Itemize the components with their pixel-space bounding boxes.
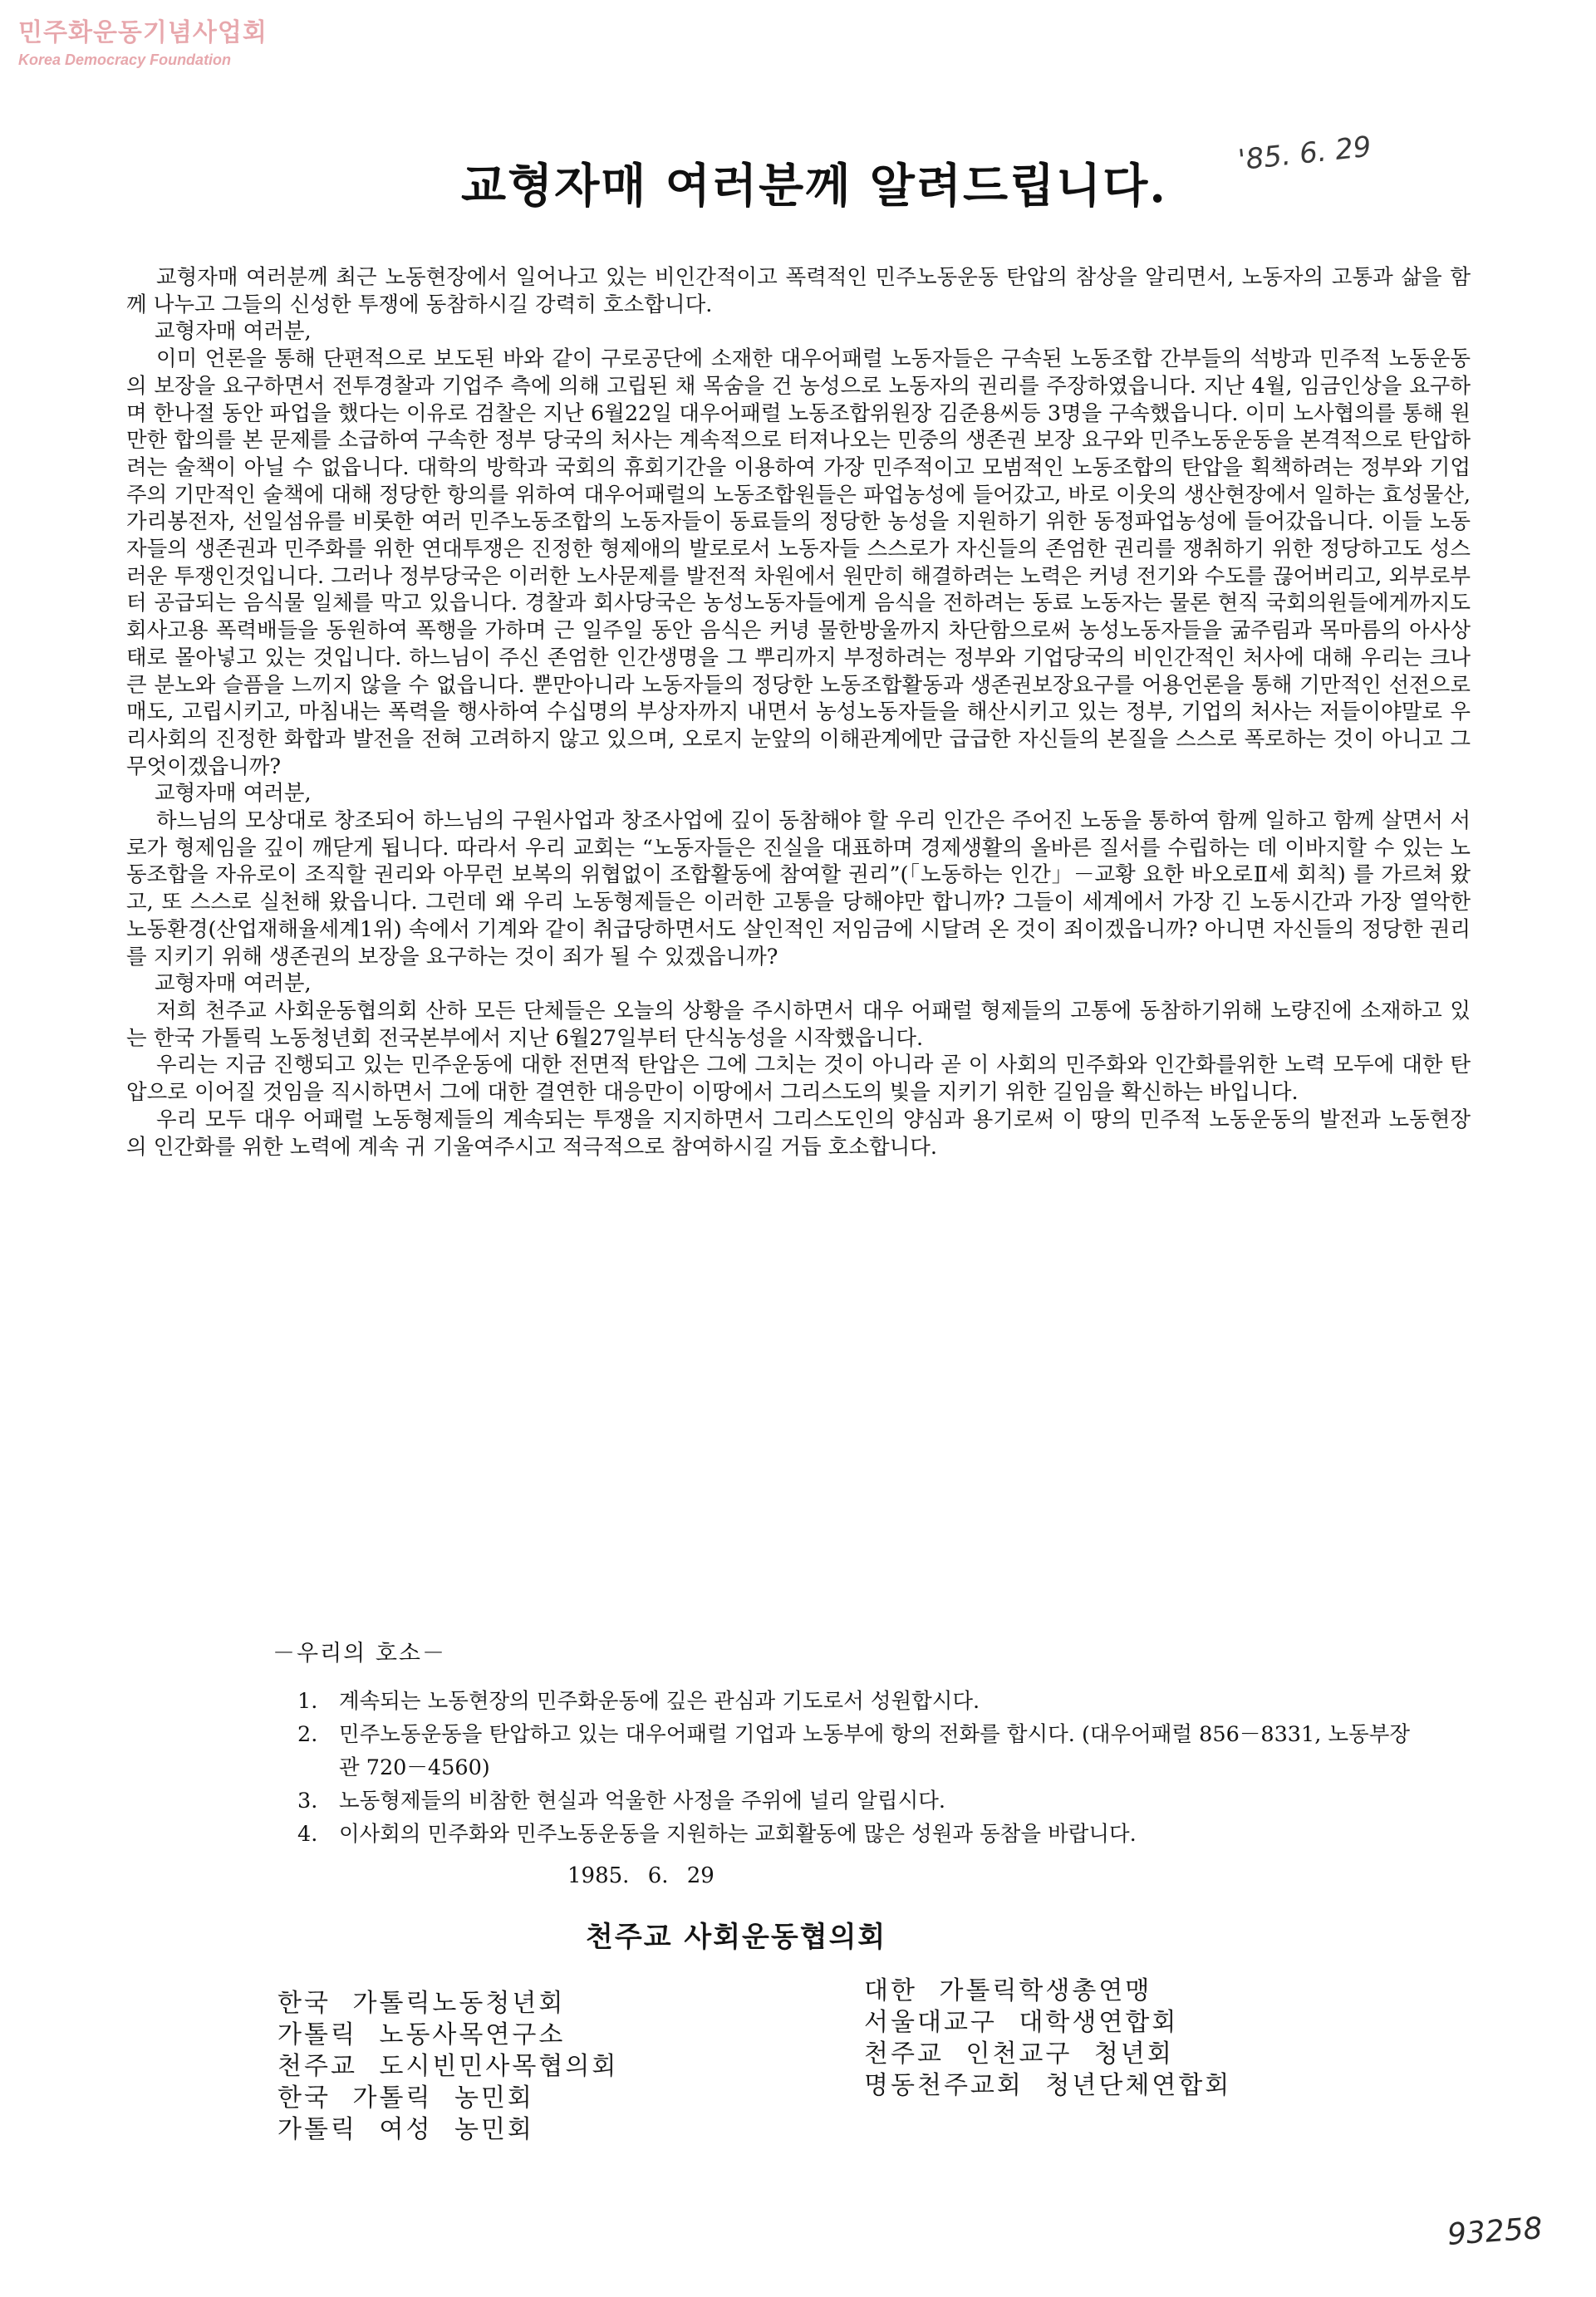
appeal-item-number: 4.	[297, 1822, 318, 1847]
appeal-item-text: 민주노동운동을 탄압하고 있는 대우어패럴 기업과 노동부에 항의 전화를 합시다. (대우어패럴 856－8331, 노동부장관 720－4560)	[339, 1722, 1410, 1780]
paragraph: 하느님의 모상대로 창조되어 하느님의 구원사업과 창조사업에 깊이 동참해야 할 우리 인간은 주어진 노동을 통하여 함께 일하고 함께 살면서 서로가 형제임을 깊이 깨닫게 됩니다. 따라서 우리 교회는 “노동자들은 진실을 대표하며 경제생활의 올바른 질서를 수립하는 데 이바지할 수 있는 노동조합을 자유로이 조직할 권리와 아무런 보복의 위협없이 조합활동에 참여할 권리”(「노동하는 인간」－교황 요한 바오로Ⅱ세 회칙) 를 가르쳐 왔고, 또 스스로 실천해 왔읍니다. 그런데 왜 우리 노동형제들은 이러한 고통을 당해야만 합니까? 그들이 세계에서 가장 긴 노동시간과 가장 열악한 노동환경(산업재해율세계1위) 속에서 기계와 같이 취급당하면서도 살인적인 저임금에 시달려 온 것이 죄이겠읍니까? 아니면 자신들의 정당한 권리를 지키기 위해 생존권의 보장을 요구하는 것이 죄가 될 수 있겠읍니까?	[126, 808, 1471, 969]
appeal-heading: －우리의 호소－	[273, 1641, 446, 1666]
appeal-item-number: 3.	[297, 1789, 318, 1814]
letter-body	[126, 264, 1471, 1161]
appeal-item	[297, 1784, 1411, 1818]
appeal-item-text: 계속되는 노동현장의 민주화운동에 깊은 관심과 기도로서 성원합시다.	[339, 1689, 980, 1714]
appeal-item	[297, 1718, 1411, 1784]
foundation-logo-english: Korea Democracy Foundation	[18, 52, 232, 68]
appeal-item	[297, 1818, 1411, 1851]
archive-number: 93258	[1446, 2211, 1544, 2252]
salutation: 교형자매 여러분,	[155, 971, 312, 997]
issuing-organization: 천주교 사회운동협의회	[586, 1921, 887, 1954]
paragraph: 교형자매 여러분께 최근 노동현장에서 일어나고 있는 비인간적이고 폭력적인 민주노동운동 탄압의 참상을 알리면서, 노동자의 고통과 삶을 함께 나누고 그들의 신성한 투쟁에 동참하시길 강력히 호소합니다.	[126, 265, 1471, 317]
member-org: 천주교 인천교구 청년회	[864, 2039, 1174, 2069]
member-orgs-left	[277, 1988, 618, 2146]
appeal-item-text: 노동형제들의 비참한 현실과 억울한 사정을 주위에 널리 알립시다.	[339, 1789, 945, 1814]
handwritten-date-note: '85. 6. 29	[1236, 130, 1373, 178]
appeal-item-number: 2.	[297, 1722, 318, 1747]
member-org: 한국 가톨릭 농민회	[277, 2083, 534, 2113]
member-org: 가톨릭 노동사목연구소	[277, 2020, 566, 2049]
salutation: 교형자매 여러분,	[155, 781, 312, 807]
paragraph: 저희 천주교 사회운동협의회 산하 모든 단체들은 오늘의 상황을 주시하면서 대우 어패럴 형제들의 고통에 동참하기위해 노량진에 소재하고 있는 한국 가톨릭 노동청년회 전국본부에서 지난 6월27일부터 단식농성을 시작했읍니다.	[126, 998, 1471, 1051]
paragraph: 우리 모두 대우 어패럴 노동형제들의 계속되는 투쟁을 지지하면서 그리스도인의 양심과 용기로써 이 땅의 민주적 노동운동의 발전과 노동현장의 인간화를 위한 노력에 계속 귀 기울여주시고 적극적으로 참여하시길 거듭 호소합니다.	[126, 1107, 1471, 1160]
appeal-item	[297, 1685, 1411, 1718]
paragraph: 우리는 지금 진행되고 있는 민주운동에 대한 전면적 탄압은 그에 그치는 것이 아니라 곧 이 사회의 민주화와 인간화를위한 노력 모두에 대한 탄압으로 이어질 것임을 직시하면서 그에 대한 결연한 대응만이 이땅에서 그리스도의 빛을 지키기 위한 길임을 확신하는 바입니다.	[126, 1053, 1471, 1106]
member-org: 서울대교구 대학생연합회	[864, 2008, 1179, 2037]
foundation-logo-korean: 민주화운동기념사업회	[18, 18, 268, 47]
member-orgs-right	[864, 1976, 1231, 2102]
document-date: 1985. 6. 29	[567, 1863, 715, 1888]
member-org: 천주교 도시빈민사목협의회	[277, 2052, 619, 2081]
member-org: 가톨릭 여성 농민회	[277, 2115, 534, 2144]
document-title: 교형자매 여러분께 알려드립니다.	[461, 159, 1167, 214]
salutation: 교형자매 여러분,	[155, 319, 312, 345]
paragraph: 이미 언론을 통해 단편적으로 보도된 바와 같이 구로공단에 소재한 대우어패럴 노동자들은 구속된 노동조합 간부들의 석방과 민주적 노동운동의 보장을 요구하면서 전투경찰과 기업주 측에 의해 고립된 채 목숨을 건 농성으로 노동자의 권리를 주장하였읍니다. 지난 4월, 임금인상을 요구하며 한나절 동안 파업을 했다는 이유로 검찰은 지난 6월22일 대우어패럴 노동조합위원장 김준용씨등 3명을 구속했읍니다. 이미 노사협의를 통해 원만한 합의를 본 문제를 소급하여 구속한 정부 당국의 처사는 계속적으로 터져나오는 민중의 생존권 보장 요구와 민주노동운동을 본격적으로 탄압하려는 술책이 아닐 수 없읍니다. 대학의 방학과 국회의 휴회기간을 이용하여 가장 민주적이고 모범적인 노동조합의 탄압을 획책하려는 정부와 기업주의 기만적인 술책에 대해 정당한 항의를 위하여 대우어패럴의 노동조합원들은 파업농성에 들어갔고, 바로 이웃의 생산현장에서 일하는 효성물산, 가리봉전자, 선일섬유를 비롯한 여러 민주노동조합의 노동자들이 동료들의 정당한 농성을 지원하기 위한 동정파업농성에 들어갔읍니다. 이들 노동자들의 생존권과 민주화를 위한 연대투쟁은 진정한 형제애의 발로로서 노동자들 스스로가 자신들의 존엄한 권리를 쟁취하기 위한 정당하고도 성스러운 투쟁인것입니다. 그러나 정부당국은 이러한 노사문제를 발전적 차원에서 원만히 해결하려는 노력은 커녕 전기와 수도를 끊어버리고, 외부로부터 공급되는 음식물 일체를 막고 있읍니다. 경찰과 회사당국은 농성노동자들에게 음식을 전하려는 동료 노동자는 물론 현직 국회의원들에게까지도 회사고용 폭력배들을 동원하여 폭행을 가하며 근 일주일 동안 음식은 커녕 물한방울까지 차단함으로써 농성노동자들을 굶주림과 목마름의 아사상태로 몰아넣고 있는 것입니다. 하느님이 주신 존엄한 인간생명을 그 뿌리까지 부정하려는 정부와 기업당국의 비인간적인 처사에 대해 우리는 크나큰 분노와 슬픔을 느끼지 않을 수 없읍니다. 뿐만아니라 노동자들의 정당한 노동조합활동과 생존권보장요구를 어용언론을 통해 기만적인 선전으로 매도, 고립시키고, 마침내는 폭력을 행사하여 수십명의 부상자까지 내면서 농성노동자들을 해산시키고 있는 정부, 기업의 처사는 저들이야말로 우리사회의 진정한 화합과 발전을 전혀 고려하지 않고 있으며, 오로지 눈앞의 이해관계에만 급급한 자신들의 본질을 스스로 폭로하는 것이 아니고 그 무엇이겠읍니까?	[126, 346, 1471, 779]
appeal-item-text: 이사회의 민주화와 민주노동운동을 지원하는 교회활동에 많은 성원과 동참을 바랍니다.	[339, 1822, 1137, 1847]
appeal-item-number: 1.	[297, 1689, 318, 1714]
member-org: 한국 가톨릭노동청년회	[277, 1989, 566, 2018]
member-org: 명동천주교회 청년단체연합회	[864, 2071, 1232, 2100]
member-org: 대한 가톨릭학생총연맹	[864, 1976, 1152, 2005]
appeal-list	[297, 1685, 1411, 1851]
